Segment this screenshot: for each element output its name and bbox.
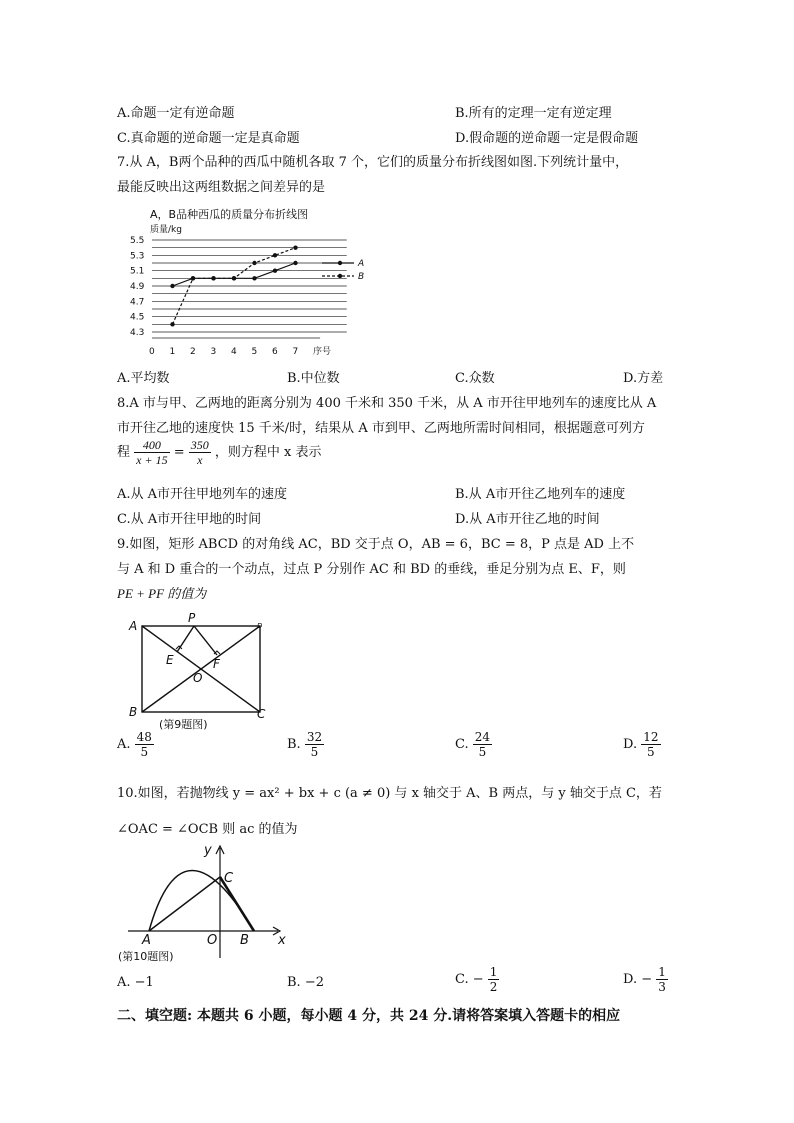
segment-ac bbox=[149, 877, 220, 931]
q9-rectangle-figure bbox=[125, 610, 275, 731]
q9-option-a: A. $\frac{48}{5}$ bbox=[117, 730, 152, 759]
q6-option-c: C.真命题的逆命题一定是真命题 bbox=[117, 131, 300, 146]
segment-pf bbox=[194, 626, 217, 655]
data-point-b bbox=[293, 245, 297, 249]
q10-option-b: B. −2 bbox=[287, 975, 324, 990]
q10-parabola-figure bbox=[118, 840, 293, 962]
q7-line-chart bbox=[120, 204, 380, 362]
q9-stem-line3: PE + PF 的值为 bbox=[117, 586, 207, 601]
q7-stem-line2: 最能反映出这两组数据之间差异的是 bbox=[117, 180, 326, 195]
label-b: B bbox=[129, 705, 138, 719]
q8-equals: = bbox=[173, 445, 185, 460]
x-tick-label: 6 bbox=[272, 347, 278, 357]
data-point-a bbox=[273, 268, 277, 272]
label-a: A bbox=[142, 933, 151, 948]
y-tick-label: 5.5 bbox=[130, 236, 145, 246]
label-c: C bbox=[257, 707, 266, 721]
y-tick-label: 4.9 bbox=[130, 282, 145, 292]
data-point-b bbox=[232, 276, 236, 280]
data-point-a bbox=[252, 276, 256, 280]
data-point-a bbox=[293, 261, 297, 265]
label-d: D bbox=[257, 622, 263, 630]
q10-stem-line2: ∠OAC = ∠OCB 则 ac 的值为 bbox=[117, 822, 298, 837]
x-tick-label: 7 bbox=[292, 347, 299, 357]
label-y: y bbox=[204, 843, 212, 858]
legend-label-b: B bbox=[358, 272, 365, 282]
q9-stem-line1: 9.如图，矩形 ABCD 的对角线 AC，BD 交于点 O，AB = 6，BC = 8，P 点是 AD 上不 bbox=[117, 537, 635, 552]
label-p: P bbox=[188, 611, 196, 625]
label-a: A bbox=[129, 619, 138, 633]
q8-option-a: A.从 A市开往甲地列车的速度 bbox=[117, 487, 288, 502]
q10-option-d: D. − $\frac{1}{3}$ bbox=[623, 965, 666, 994]
q8-option-c: C.从 A市开往甲地的时间 bbox=[117, 512, 262, 527]
q9-figure-caption: (第9题图) bbox=[159, 718, 208, 731]
q7-option-a: A.平均数 bbox=[117, 371, 170, 386]
y-tick-label: 5.1 bbox=[130, 266, 145, 277]
q9-option-c: C. $\frac{24}{5}$ bbox=[455, 730, 491, 759]
segment-pe bbox=[177, 626, 194, 652]
data-point-b bbox=[252, 261, 256, 265]
chart-title: A，B品种西瓜的质量分布折线图 bbox=[150, 208, 309, 221]
q8-stem-line1: 8.A 市与甲、乙两地的距离分别为 400 千米和 350 千米，从 A 市开往甲地列车的速度比从 A bbox=[117, 396, 657, 411]
data-point-a bbox=[170, 284, 174, 288]
q6-option-d: D.假命题的逆命题一定是假命题 bbox=[455, 131, 639, 146]
q10-stem-line1: 10.如图，若抛物线 y = ax² + bx + c (a ≠ 0) 与 x 轴交于 A、B 两点，与 y 轴交于点 C，若 bbox=[117, 786, 662, 801]
legend-marker-b bbox=[338, 274, 342, 278]
x-tick-label: 2 bbox=[190, 347, 196, 357]
q6-option-a: A.命题一定有逆命题 bbox=[117, 106, 235, 121]
chart-xlabel: 序号 bbox=[313, 347, 332, 357]
data-point-b bbox=[211, 276, 215, 280]
label-f: F bbox=[213, 657, 220, 671]
q8-option-b: B.从 A市开往乙地列车的速度 bbox=[455, 487, 626, 502]
chart-ylabel: 质量/kg bbox=[150, 225, 182, 235]
q8-line3-prefix: 程 bbox=[117, 445, 131, 460]
y-tick-label: 5.3 bbox=[130, 251, 145, 262]
x-tick-label: 0 bbox=[149, 347, 155, 357]
label-x: x bbox=[278, 933, 286, 948]
q7-option-d: D.方差 bbox=[623, 371, 664, 386]
q8-option-d: D.从 A市开往乙地的时间 bbox=[455, 512, 600, 527]
label-o: O bbox=[207, 933, 218, 948]
q8-stem-line2: 市开往乙地的速度快 15 千米/时，结果从 A 市到甲、乙两地所需时间相同，根据题意可列方 bbox=[117, 421, 645, 436]
y-tick-label: 4.7 bbox=[130, 297, 145, 308]
label-o: O bbox=[193, 671, 203, 685]
legend-marker-a bbox=[338, 261, 342, 265]
data-point-b bbox=[191, 276, 195, 280]
q10-figure-caption: (第10题图) bbox=[118, 950, 174, 963]
q7-stem-line1: 7.从 A，B两个品种的西瓜中随机各取 7 个，它们的质量分布折线图如图.下列统计量中， bbox=[117, 155, 629, 170]
label-e: E bbox=[166, 653, 174, 667]
parabola-curve bbox=[149, 871, 254, 932]
q8-line3-suffix: ，则方程中 x 表示 bbox=[214, 445, 322, 460]
q8-fraction-400: $\frac{400}{x + 15}$ bbox=[136, 438, 168, 467]
y-tick-label: 4.3 bbox=[130, 328, 145, 338]
data-point-b bbox=[170, 322, 174, 326]
q9-option-b: B. $\frac{32}{5}$ bbox=[287, 730, 323, 759]
q7-option-b: B.中位数 bbox=[287, 371, 340, 386]
y-tick-label: 4.5 bbox=[130, 312, 145, 323]
q10-option-a: A. −1 bbox=[117, 975, 154, 990]
legend-label-a: A bbox=[358, 259, 365, 269]
label-c: C bbox=[224, 871, 234, 886]
label-b: B bbox=[240, 933, 249, 948]
section2-heading: 二、填空题: 本题共 6 小题，每小题 4 分，共 24 分.请将答案填入答题卡的相应 bbox=[117, 1008, 621, 1024]
q9-option-d: D. $\frac{12}{5}$ bbox=[623, 730, 659, 759]
q9-stem-line2: 与 A 和 D 重合的一个动点，过点 P 分别作 AC 和 BD 的垂线，垂足分别为点 E、F，则 bbox=[117, 562, 626, 577]
data-point-b bbox=[273, 253, 277, 257]
x-tick-label: 3 bbox=[210, 347, 217, 357]
x-tick-label: 4 bbox=[231, 347, 237, 357]
q8-fraction-350: $\frac{350}{x}$ bbox=[190, 438, 209, 467]
x-tick-label: 5 bbox=[251, 347, 258, 357]
q10-option-c: C. − $\frac{1}{2}$ bbox=[455, 965, 498, 994]
q8-stem-line3 bbox=[117, 438, 322, 467]
x-tick-label: 1 bbox=[169, 347, 176, 357]
q7-option-c: C.众数 bbox=[455, 371, 495, 386]
q6-option-b: B.所有的定理一定有逆定理 bbox=[455, 106, 612, 121]
